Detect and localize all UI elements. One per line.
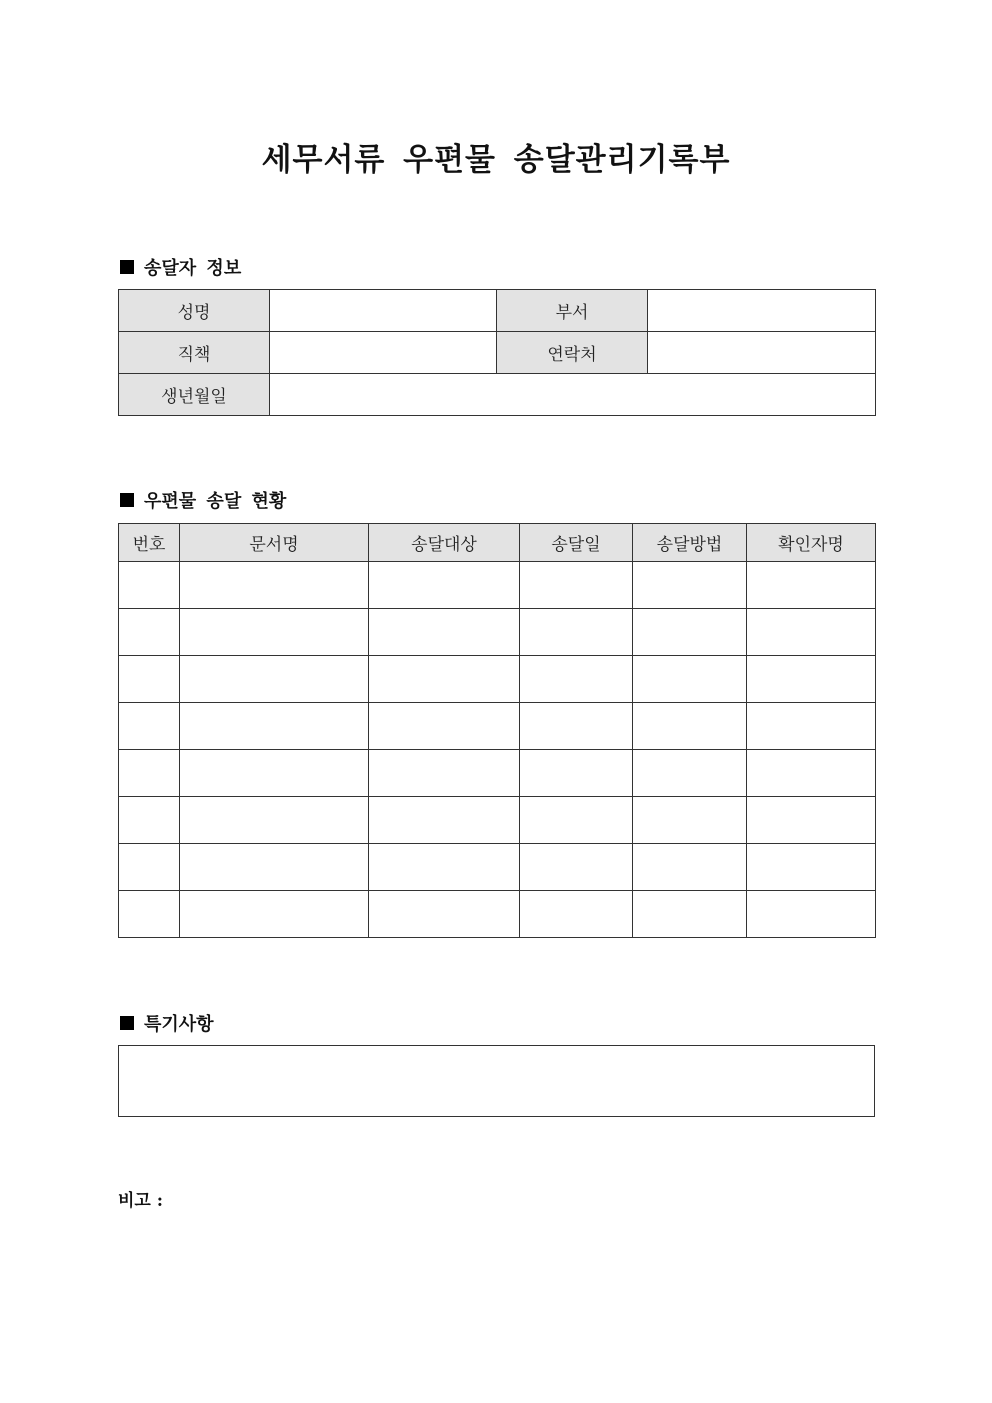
confirmer-name-cell[interactable] [747,656,876,703]
delivery-date-cell[interactable] [520,703,633,750]
delivery-date-cell[interactable] [520,797,633,844]
confirmer-name-cell[interactable] [747,797,876,844]
remark-label: 비고 : [118,1191,164,1211]
square-bullet-icon [120,493,134,507]
birthdate-field[interactable] [270,374,876,416]
sender-info-row [119,290,876,332]
delivery-method-cell[interactable] [633,609,747,656]
recipient-cell[interactable] [369,703,520,750]
confirmer-name-cell[interactable] [747,609,876,656]
column-header-delivery-date: 송달일 [520,524,633,562]
delivery-date-cell[interactable] [520,750,633,797]
column-header-confirmer-name: 확인자명 [747,524,876,562]
delivery-method-cell[interactable] [633,844,747,891]
document-name-cell[interactable] [180,891,369,938]
confirmer-name-cell[interactable] [747,703,876,750]
column-header-document-name: 문서명 [180,524,369,562]
table-row [119,797,876,844]
contact-label: 연락처 [497,332,648,374]
delivery-method-cell[interactable] [633,703,747,750]
recipient-cell[interactable] [369,844,520,891]
special-notes-box[interactable] [118,1045,875,1117]
document-name-cell[interactable] [180,703,369,750]
number-cell[interactable] [119,703,180,750]
document-title: 세무서류 우편물 송달관리기록부 [261,142,731,178]
sender-section-heading-text: 송달자 정보 [144,258,242,279]
number-cell[interactable] [119,609,180,656]
document-name-cell[interactable] [180,562,369,609]
name-label: 성명 [119,290,270,332]
delivery-table-header-row [119,524,876,562]
column-header-number: 번호 [119,524,180,562]
position-label: 직책 [119,332,270,374]
square-bullet-icon [120,260,134,274]
number-cell[interactable] [119,844,180,891]
number-cell[interactable] [119,750,180,797]
department-label: 부서 [497,290,648,332]
sender-info-table [118,289,876,416]
square-bullet-icon [120,1016,134,1030]
delivery-method-cell[interactable] [633,656,747,703]
confirmer-name-cell[interactable] [747,750,876,797]
birthdate-label: 생년월일 [119,374,270,416]
sender-section-heading [118,254,241,280]
delivery-method-cell[interactable] [633,797,747,844]
number-cell[interactable] [119,562,180,609]
delivery-date-cell[interactable] [520,891,633,938]
document-name-cell[interactable] [180,609,369,656]
recipient-cell[interactable] [369,609,520,656]
position-field[interactable] [270,332,497,374]
name-field[interactable] [270,290,497,332]
recipient-cell[interactable] [369,797,520,844]
recipient-cell[interactable] [369,891,520,938]
contact-field[interactable] [648,332,876,374]
sender-info-row [119,332,876,374]
number-cell[interactable] [119,797,180,844]
recipient-cell[interactable] [369,750,520,797]
delivery-date-cell[interactable] [520,609,633,656]
delivery-status-table [118,523,876,938]
number-cell[interactable] [119,656,180,703]
table-row [119,703,876,750]
table-row [119,609,876,656]
recipient-cell[interactable] [369,562,520,609]
delivery-method-cell[interactable] [633,891,747,938]
confirmer-name-cell[interactable] [747,891,876,938]
document-name-cell[interactable] [180,750,369,797]
document-name-cell[interactable] [180,844,369,891]
delivery-date-cell[interactable] [520,562,633,609]
delivery-date-cell[interactable] [520,656,633,703]
column-header-recipient: 송달대상 [369,524,520,562]
delivery-method-cell[interactable] [633,562,747,609]
delivery-date-cell[interactable] [520,844,633,891]
recipient-cell[interactable] [369,656,520,703]
table-row [119,562,876,609]
document-name-cell[interactable] [180,656,369,703]
confirmer-name-cell[interactable] [747,562,876,609]
table-row [119,844,876,891]
delivery-section-heading [118,487,286,513]
department-field[interactable] [648,290,876,332]
table-row [119,750,876,797]
sender-info-row [119,374,876,416]
confirmer-name-cell[interactable] [747,844,876,891]
number-cell[interactable] [119,891,180,938]
notes-section-heading-text: 특기사항 [144,1014,214,1035]
table-row [119,656,876,703]
delivery-method-cell[interactable] [633,750,747,797]
document-name-cell[interactable] [180,797,369,844]
table-row [119,891,876,938]
column-header-delivery-method: 송달방법 [633,524,747,562]
delivery-section-heading-text: 우편물 송달 현황 [144,491,287,512]
notes-section-heading [118,1010,214,1036]
